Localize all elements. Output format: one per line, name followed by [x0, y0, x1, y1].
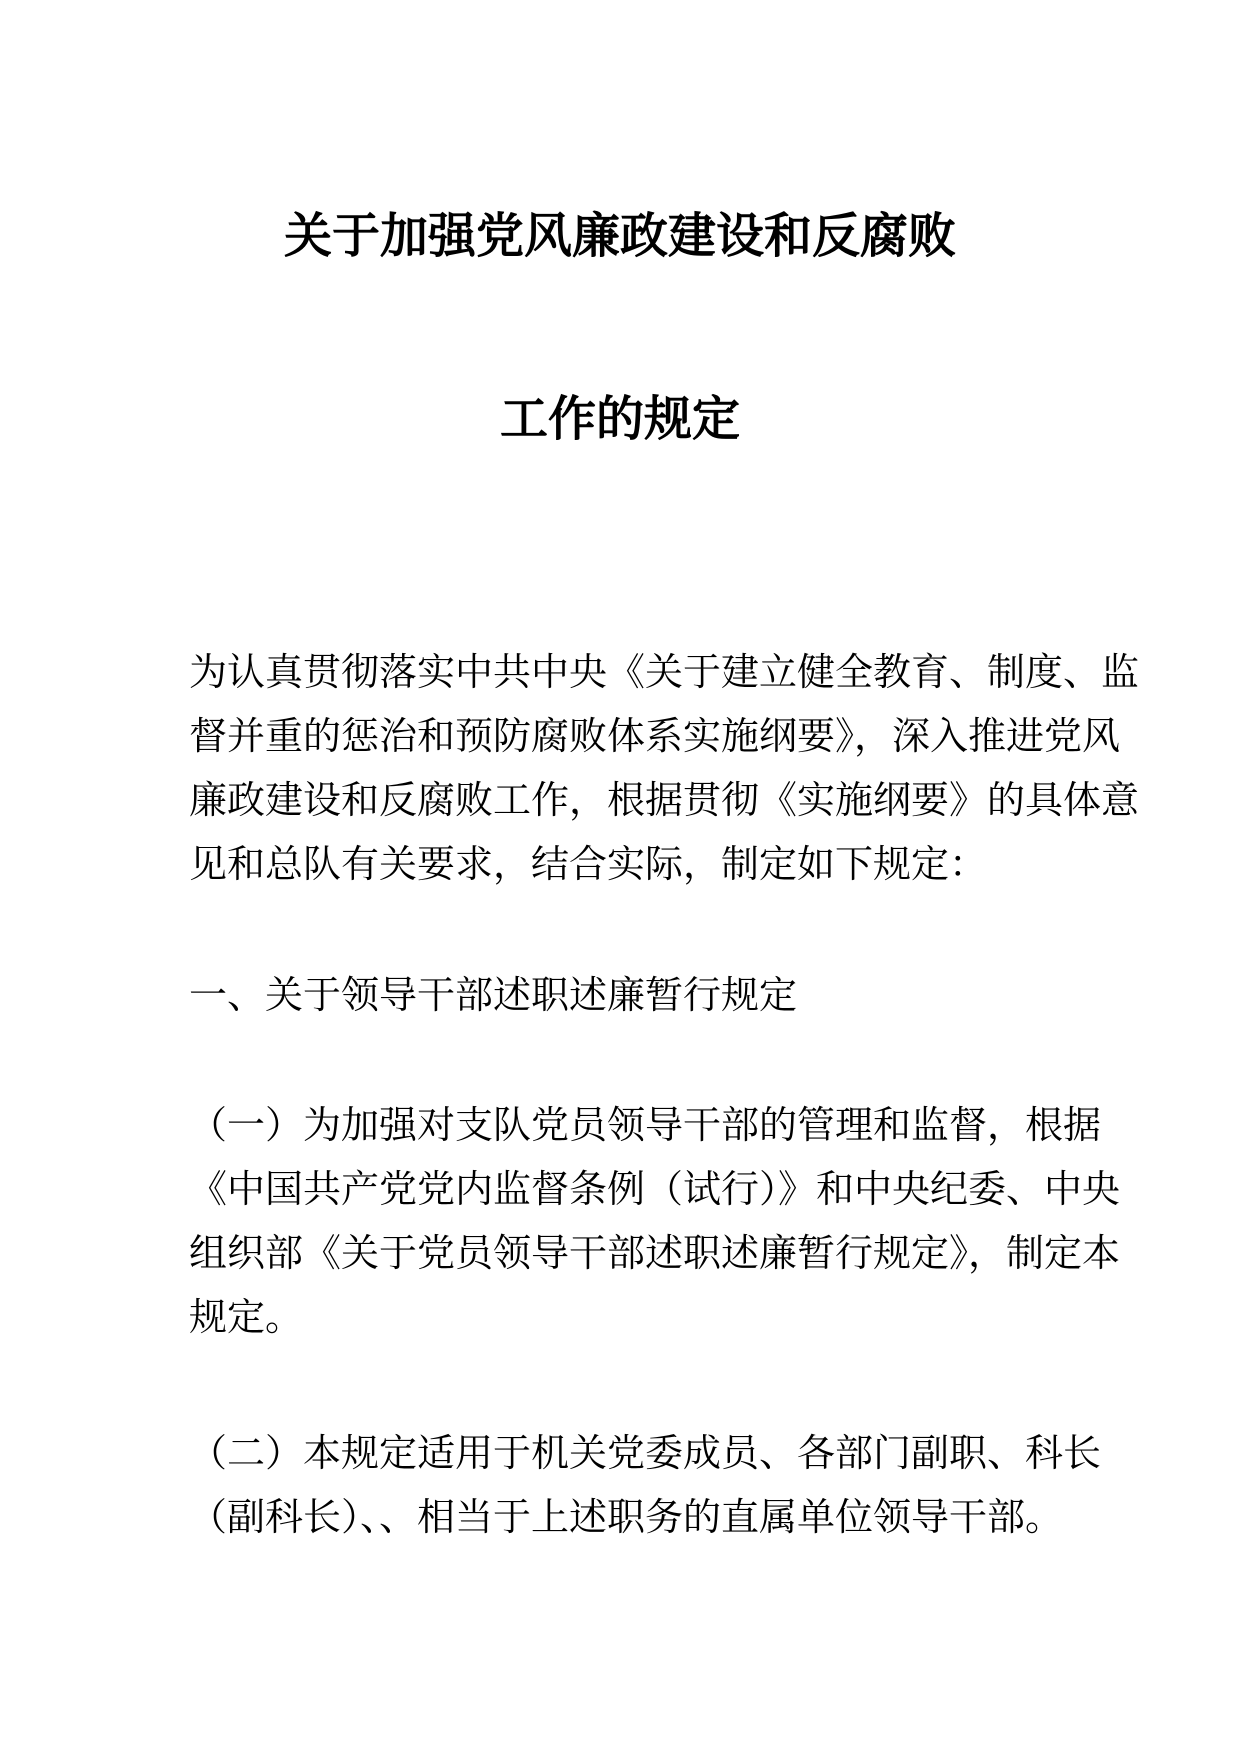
text-line: 督并重的惩治和预防腐败体系实施纲要》，深入推进党风 [189, 714, 1121, 758]
text-line: （二）本规定适用于机关党委成员、各部门副职、科长 [189, 1431, 1102, 1475]
text-line: （副科长）、、相当于上述职务的直属单位领导干部。 [189, 1495, 1064, 1539]
text-line: 为认真贯彻落实中共中央《关于建立健全教育、制度、监 [189, 650, 1140, 694]
title-line-1: 关于加强党风廉政建设和反腐败 [283, 208, 956, 264]
text-line: 见和总队有关要求，结合实际，制定如下规定： [189, 842, 988, 886]
text-line: 规定。 [189, 1295, 304, 1339]
text-line: 组织部《关于党员领导干部述职述廉暂行规定》，制定本 [189, 1231, 1121, 1275]
text-line: 《中国共产党党内监督条例（试行）》和中央纪委、中央 [189, 1167, 1121, 1211]
text-line: （一）为加强对支队党员领导干部的管理和监督，根据 [189, 1103, 1102, 1147]
text-line: 廉政建设和反腐败工作，根据贯彻《实施纲要》的具体意 [189, 778, 1140, 822]
section-heading: 一、关于领导干部述职述廉暂行规定 [189, 973, 798, 1017]
title-line-2: 工作的规定 [499, 391, 740, 447]
